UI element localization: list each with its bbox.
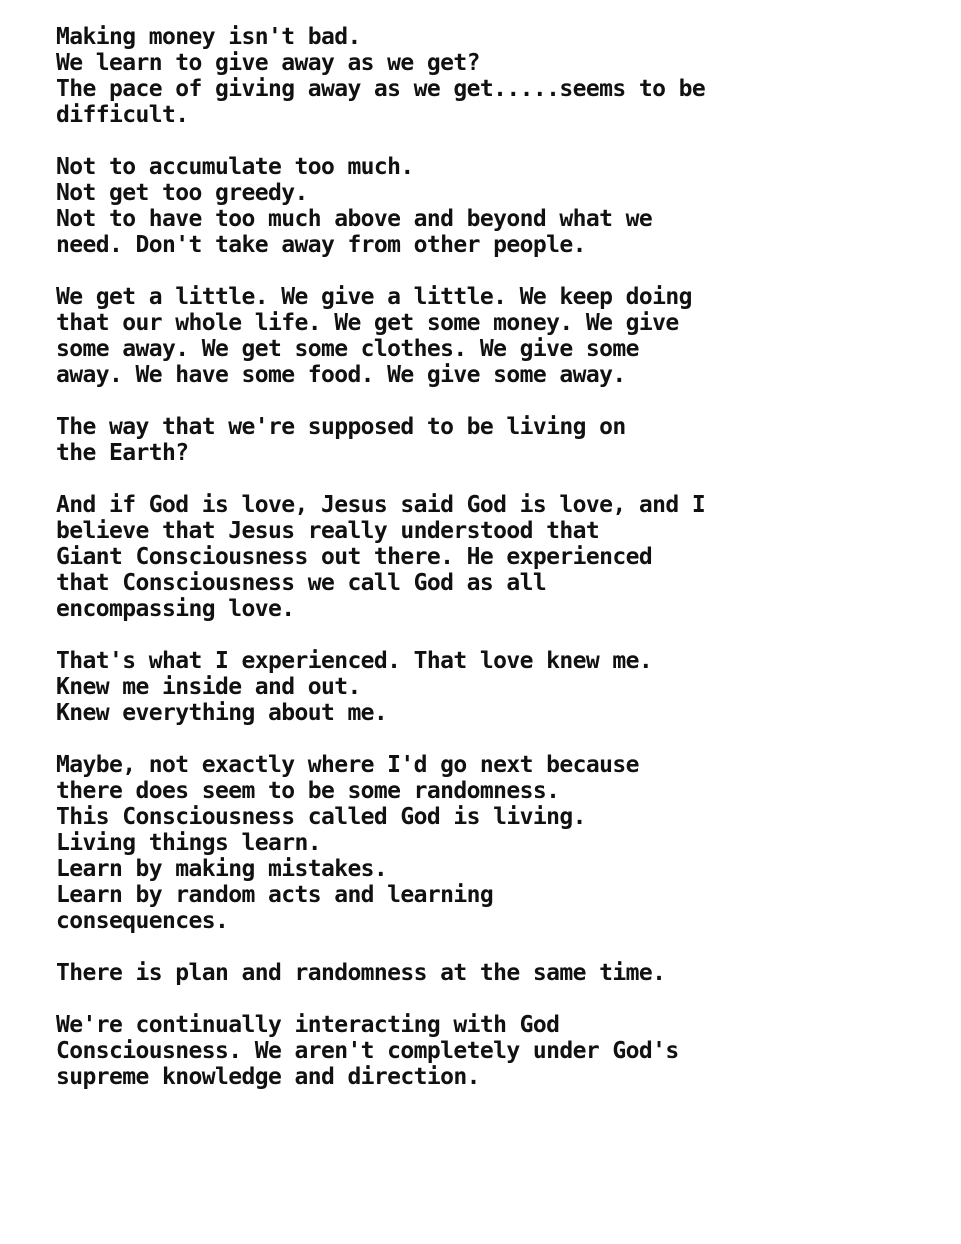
- text-line: there does seem to be some randomness.: [56, 778, 560, 804]
- text-line: believe that Jesus really understood that: [56, 518, 600, 544]
- text-line: The way that we're supposed to be living on: [56, 414, 626, 440]
- text-line: Not to accumulate too much.: [56, 154, 414, 180]
- text-line: Living things learn.: [56, 830, 321, 856]
- paragraph: [56, 284, 936, 388]
- text-line: Giant Consciousness out there. He experienced: [56, 544, 653, 570]
- text-line: encompassing love.: [56, 596, 295, 622]
- paragraph: [56, 752, 936, 934]
- text-line: Not get too greedy.: [56, 180, 308, 206]
- text-line: And if God is love, Jesus said God is love, and I: [56, 492, 706, 518]
- paragraph: [56, 492, 936, 622]
- text-line: There is plan and randomness at the same time.: [56, 960, 666, 986]
- text-line: We're continually interacting with God: [56, 1012, 560, 1038]
- paragraph: [56, 1012, 936, 1090]
- text-line: This Consciousness called God is living.: [56, 804, 586, 830]
- text-line: We get a little. We give a little. We keep doing: [56, 284, 692, 310]
- text-line: Knew everything about me.: [56, 700, 388, 726]
- text-line: That's what I experienced. That love knew me.: [56, 648, 653, 674]
- paragraph: [56, 648, 936, 726]
- text-line: that our whole life. We get some money. We give: [56, 310, 679, 336]
- text-line: supreme knowledge and direction.: [56, 1064, 480, 1090]
- paragraph: [56, 414, 936, 466]
- text-line: Making money isn't bad.: [56, 24, 361, 50]
- paragraph: [56, 960, 936, 986]
- text-line: Learn by random acts and learning: [56, 882, 494, 908]
- text-line: We learn to give away as we get?: [56, 50, 480, 76]
- text-line: Not to have too much above and beyond what we: [56, 206, 653, 232]
- text-line: consequences.: [56, 908, 229, 934]
- text-line: need. Don't take away from other people.: [56, 232, 586, 258]
- text-line: the Earth?: [56, 440, 189, 466]
- paragraph: [56, 154, 936, 258]
- text-line: difficult.: [56, 102, 189, 128]
- text-line: some away. We get some clothes. We give some: [56, 336, 639, 362]
- text-line: Consciousness. We aren't completely under God's: [56, 1038, 679, 1064]
- text-line: that Consciousness we call God as all: [56, 570, 547, 596]
- text-line: away. We have some food. We give some away.: [56, 362, 626, 388]
- document-page: [56, 24, 936, 1116]
- text-line: The pace of giving away as we get.....seems to be: [56, 76, 706, 102]
- text-line: Learn by making mistakes.: [56, 856, 388, 882]
- paragraph: [56, 24, 936, 128]
- text-line: Maybe, not exactly where I'd go next because: [56, 752, 639, 778]
- text-line: Knew me inside and out.: [56, 674, 361, 700]
